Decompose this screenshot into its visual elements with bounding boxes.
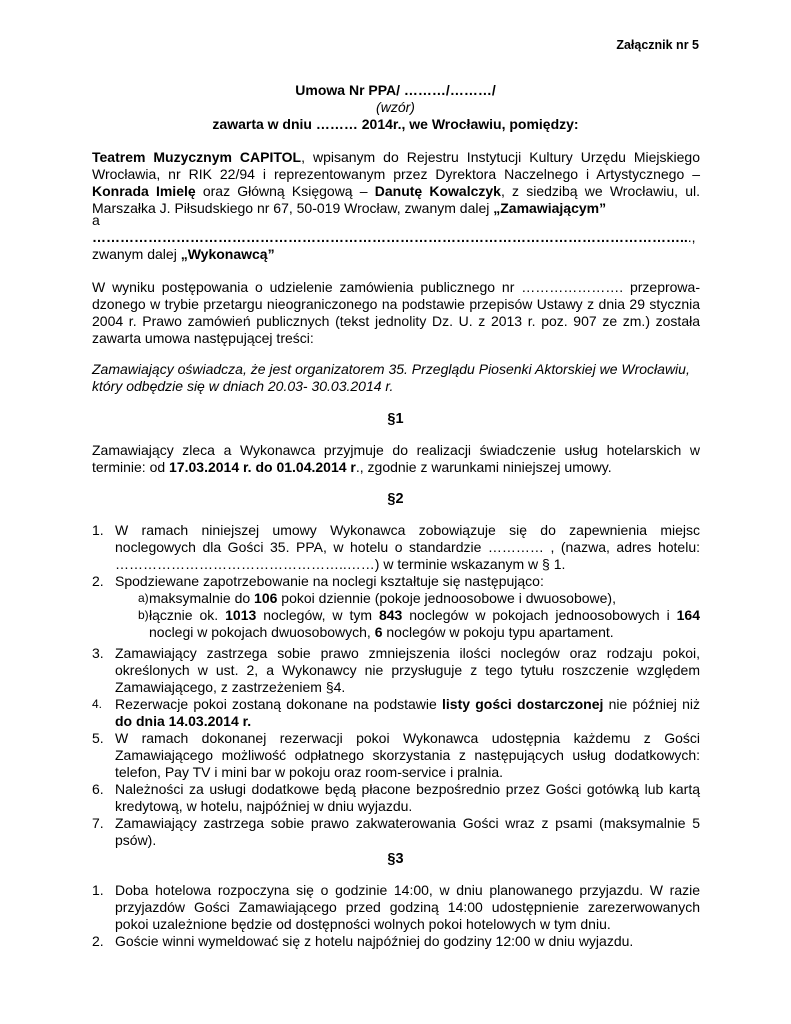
list-item: 5. W ramach dokonanej rezerwacji pokoi Wykonawca udostępnia każdemu z Gości Zamawiającego możliwość odpłatnego skorzystania z następujących usług dodatkowych: telefon, Pay TV i mini bar w pokoju oraz room-service i pralnia. [92,730,700,780]
section-1-text: Zamawiający zleca a Wykonawca przyjmuje do realizacji świadczenie usług hotelarskich w terminie: od 17.03.2014 r. do 01.04.2014 r., zgodnie z warunkami niniejszej umowy. [92,442,700,475]
section-1-heading: §1 [387,411,404,427]
annex-label: Załącznik nr 5 [616,38,699,52]
section-2-list [92,522,700,849]
list-item: 7. Zamawiający zastrzega sobie prawo zakwaterowania Gości wraz z psami (maksymalnie 5 psów). [92,815,700,848]
section-3-list [92,882,700,950]
intro-paragraph: W wyniku postępowania o udzielenie zamówienia publicznego nr …………………. przeprowa-dzonego w trybie przetargu nieograniczonego na podstawie przepisów Ustawy z dnia 29 stycznia 2004 r. Prawo zamówień publicznych (tekst jednolity Dz. U. z 2013 r. poz. 907 ze zm.) została zawarta umowa następującej treści: [92,279,700,346]
sub-item-a: a) maksymalnie do 106 pokoi dziennie (pokoje jednoosobowe i dwuosobowe), [138,590,616,606]
contract-date-line: zawarta w dniu ……… 2014r., we Wrocławiu, pomiędzy: [212,116,579,132]
contractor-term: „Wykonawcą” [180,246,275,262]
parties-paragraph: Teatrem Muzycznym CAPITOL, wpisanym do Rejestru Instytucji Kultury Urzędu Miejskiego Wrocławia, nr RIK 22/94 i reprezentowanym przez Dyrektora Naczelnego i Artystycznego – Konrada Imielę oraz Główną Księgową – Danutę Kowalczyk, z siedzibą we Wrocławiu, ul. Marszałka J. Piłsudskiego nr 67, 50-019 Wrocław, zwanym dalej „Zamawiającym” [92,149,700,216]
contractor-line: zwanym dalej „Wykonawcą” [92,246,275,262]
accountant-name: Danutę Kowalczyk [374,183,501,199]
list-item: 3. Zamawiający zastrzega sobie prawo zmniejszenia ilości noclegów oraz rodzaju pokoi, określonych w ust. 2, a Wykonawcy nie przysługuje z tego tytułu roszczenie względem Zamawiającego, z zastrzeżeniem §4. [92,645,700,695]
contractor-placeholder: ………………………………………………………………………………………………………………..., [92,229,696,245]
ordering-party-term: „Zamawiającym” [493,200,607,216]
list-item: 4. Rezerwacje pokoi zostaną dokonane na podstawie listy gości dostarczonej nie później niż do dnia 14.03.2014 r. [92,696,700,729]
section-2-heading: §2 [387,491,404,507]
statement-paragraph: Zamawiający oświadcza, że jest organizatorem 35. Przeglądu Piosenki Aktorskiej we Wrocławiu, który odbędzie się w dniach 20.03- 30.03.2014 r. [92,361,690,394]
contract-title: Umowa Nr PPA/ ………/………/ [295,82,496,98]
director-name: Konrada Imielę [92,183,196,199]
theatre-name: Teatrem Muzycznym CAPITOL [92,149,302,165]
sub-item-b: b) łącznie ok. 1013 noclegów, w tym 843 noclegów w pokojach jednoosobowych i 164 noclegi w pokojach dwuosobowych, 6 noclegów w pokoju typu apartament. [138,607,700,640]
list-item: 1. Doba hotelowa rozpoczyna się o godzinie 14:00, w dniu planowanego przyjazdu. W razie przyjazdów Gości Zamawiającego przed godziną 14:00 udostępnienie zarezerwowanych pokoi uzależnione będzie od dostępności wolnych pokoi hotelowych w tym dniu. [92,882,700,932]
contract-subtitle: (wzór) [376,99,415,115]
list-item: 2. Goście winni wymeldować się z hotelu najpóźniej do godziny 12:00 w dniu wyjazdu. [92,933,634,949]
list-item: 2. Spodziewane zapotrzebowanie na noclegi kształtuje się następująco: [92,573,544,589]
conjunction-a: a [92,212,100,228]
section-3-heading: §3 [387,851,404,867]
list-item: 1. W ramach niniejszej umowy Wykonawca zobowiązuje się do zapewnienia miejsc noclegowych dla Gości 35. PPA, w hotelu o standardzie ………… , (nazwa, adres hotelu: …………………………………………..……) w terminie wskazanym w § 1. [92,522,700,572]
list-item: 6. Należności za usługi dodatkowe będą płacone bezpośrednio przez Gości gotówką lub kartą kredytową, w hotelu, najpóźniej w dniu wyjazdu. [92,781,700,814]
